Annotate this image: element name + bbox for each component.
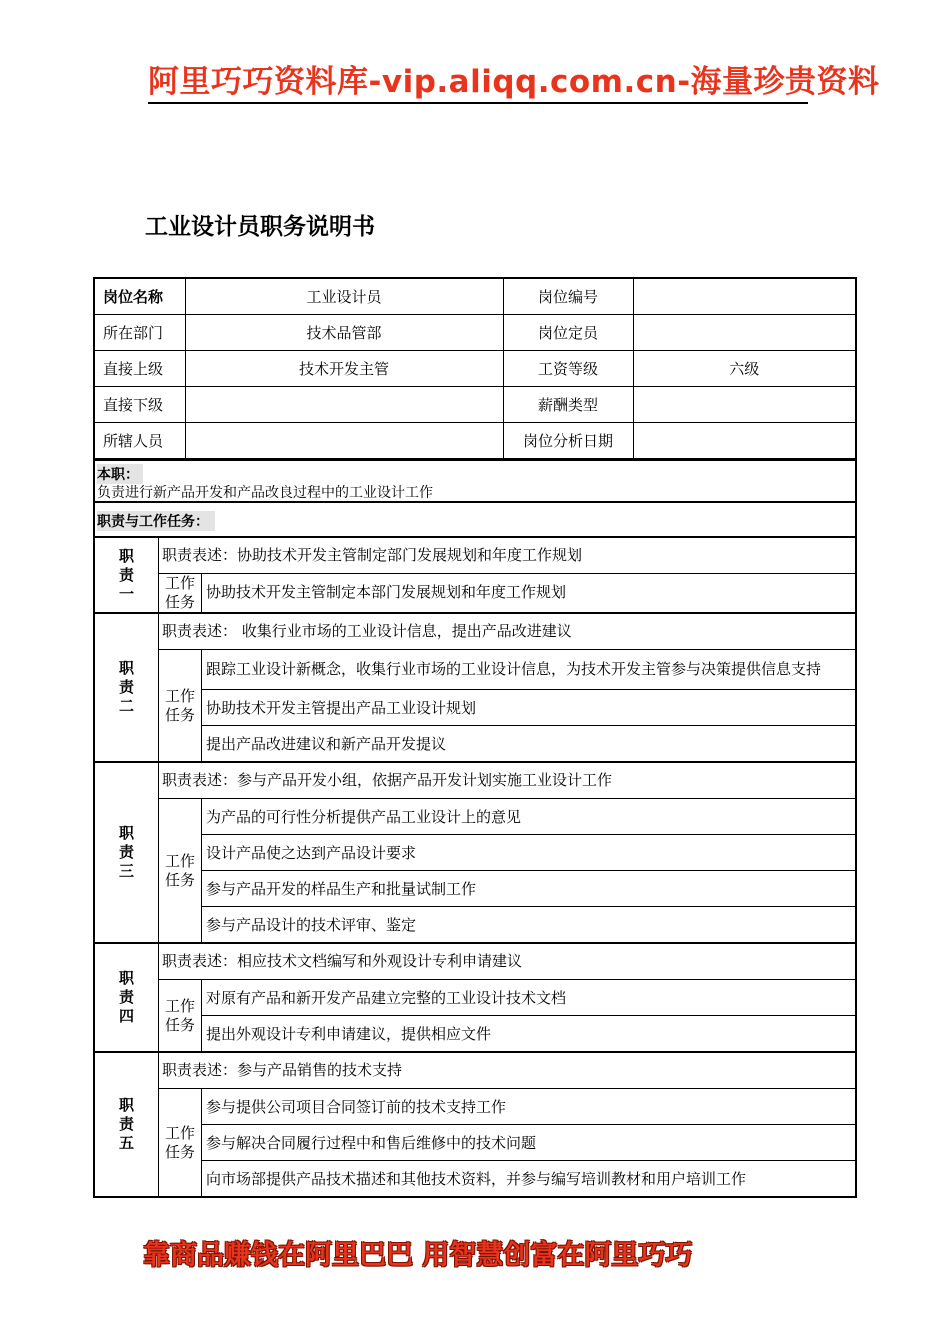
task-item: 参与产品设计的技术评审、鉴定 [206, 916, 417, 934]
task-item: 为产品的可行性分析提供产品工业设计上的意见 [202, 799, 855, 835]
pay-type-label: 薪酬类型 [503, 387, 633, 423]
task-item: 参与产品开发的样品生产和批量试制工作 [202, 871, 855, 907]
subordinate-label: 直接下级 [95, 387, 185, 423]
duty-block [95, 536, 855, 612]
dept-value: 技术品管部 [185, 315, 503, 351]
footer-slogan: 靠商品赚钱在阿里巴巴 用智慧创富在阿里巧巧 [143, 1240, 693, 1271]
duty-label: 职责二 [118, 659, 134, 715]
analysis-date-label: 岗位分析日期 [503, 423, 633, 459]
task-item: 对原有产品和新开发产品建立完整的工业设计技术文档 [202, 980, 855, 1016]
duty-description: 职责表述： 收集行业市场的工业设计信息，提出产品改进建议 [159, 614, 855, 650]
duties-heading-text: 职责与工作任务： [97, 511, 215, 531]
staffing-value [633, 315, 855, 351]
duty-label: 职责四 [118, 969, 134, 1025]
dept-label: 所在部门 [95, 315, 185, 351]
duty-label: 职责一 [118, 546, 134, 603]
duty-block [95, 612, 855, 761]
post-name-label: 岗位名称 [95, 279, 185, 315]
mission-section [95, 459, 855, 501]
duty-block [95, 761, 855, 942]
task-label: 工作任务 [159, 799, 202, 942]
task-item: 提出产品改进建议和新产品开发提议 [206, 735, 447, 753]
managed-label: 所辖人员 [95, 423, 185, 459]
subordinate-value [185, 387, 503, 423]
duty-description: 职责表述：参与产品开发小组，依据产品开发计划实施工业设计工作 [159, 763, 855, 799]
grade-label: 工资等级 [503, 351, 633, 387]
task-item: 参与提供公司项目合同签订前的技术支持工作 [202, 1089, 855, 1125]
task-item: 跟踪工业设计新概念，收集行业市场的工业设计信息，为技术开发主管参与决策提供信息支持 [202, 650, 855, 690]
task-item: 参与解决合同履行过程中和售后维修中的技术问题 [202, 1125, 855, 1161]
job-description-table [93, 277, 857, 1198]
managed-value [185, 423, 503, 459]
duty-description: 职责表述：相应技术文档编写和外观设计专利申请建议 [159, 944, 855, 980]
task-item: 提出外观设计专利申请建议，提供相应文件 [206, 1025, 492, 1043]
task-label: 工作任务 [159, 1089, 202, 1196]
task-label: 工作任务 [159, 980, 202, 1051]
duty-block [95, 1051, 855, 1196]
superior-label: 直接上级 [95, 351, 185, 387]
task-label: 工作任务 [159, 574, 202, 612]
mission-text: 负责进行新产品开发和产品改良过程中的工业设计工作 [97, 485, 433, 501]
duty-label: 职责三 [118, 824, 134, 880]
duty-block [95, 942, 855, 1051]
grade-value: 六级 [633, 351, 855, 387]
duties-heading [95, 501, 855, 536]
post-no-label: 岗位编号 [503, 279, 633, 315]
task-label: 工作任务 [159, 650, 202, 761]
task-item: 设计产品使之达到产品设计要求 [202, 835, 855, 871]
post-no-value [633, 279, 855, 315]
duty-description: 职责表述：协助技术开发主管制定部门发展规划和年度工作规划 [159, 538, 855, 574]
task-item: 协助技术开发主管制定本部门发展规划和年度工作规划 [206, 583, 567, 601]
analysis-date-value [633, 423, 855, 459]
page-title: 工业设计员职务说明书 [145, 214, 375, 240]
superior-value: 技术开发主管 [185, 351, 503, 387]
task-item: 向市场部提供产品技术描述和其他技术资料，并参与编写培训教材和用户培训工作 [206, 1170, 747, 1188]
duty-description: 职责表述：参与产品销售的技术支持 [159, 1053, 855, 1089]
task-item: 协助技术开发主管提出产品工业设计规划 [202, 690, 855, 726]
basic-info-table [95, 279, 855, 459]
banner-text: 阿里巧巧资料库-vip.aliqq.com.cn-海量珍贵资料 [148, 64, 880, 100]
watermark-banner [148, 62, 880, 104]
staffing-label: 岗位定员 [503, 315, 633, 351]
post-name-value: 工业设计员 [185, 279, 503, 315]
duty-label: 职责五 [118, 1096, 134, 1152]
pay-type-value [633, 387, 855, 423]
duty-list [95, 536, 855, 1196]
mission-label: 本职： [97, 464, 143, 484]
